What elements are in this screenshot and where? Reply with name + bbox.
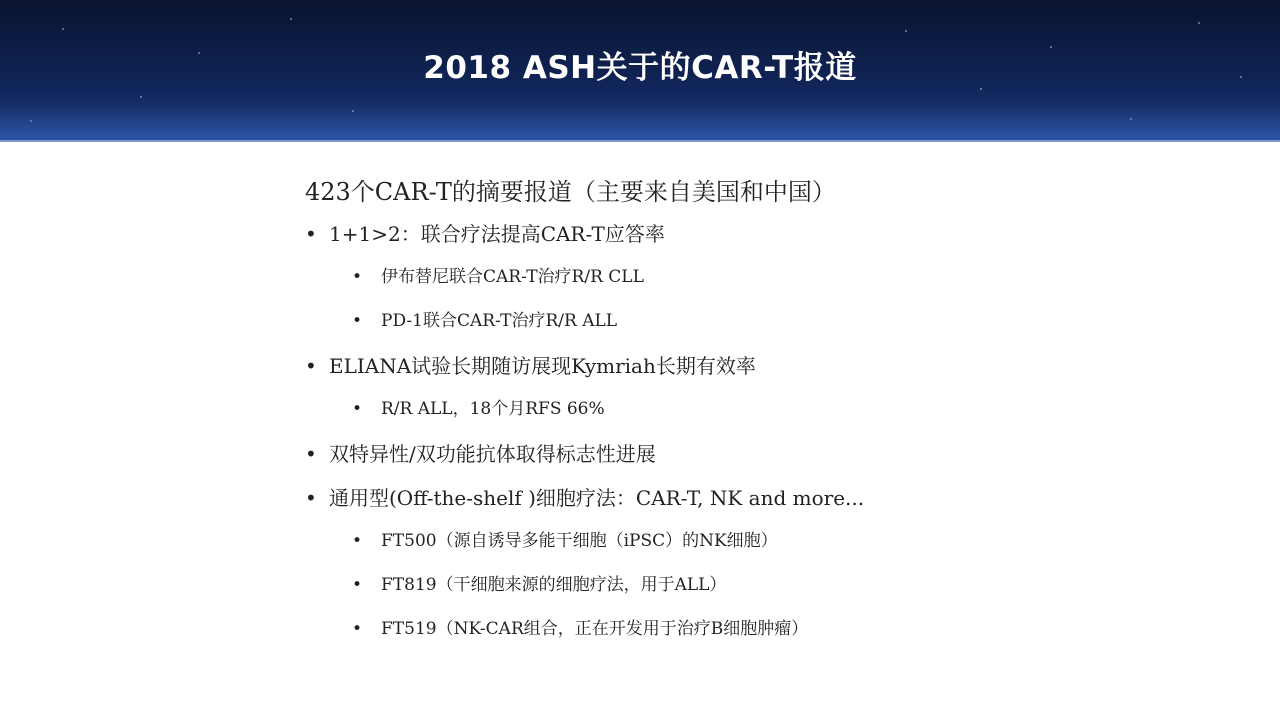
sub-bullet-item xyxy=(305,572,1205,598)
bullet-icon: • xyxy=(352,531,363,551)
bullet-text: ELIANA试验长期随访展现Kymriah长期有效率 xyxy=(329,354,756,378)
sub-bullet-item xyxy=(305,528,1205,554)
bullet-text: 通用型(Off-the-shelf )细胞疗法：CAR-T, NK and more... xyxy=(329,486,865,510)
bullet-icon: • xyxy=(305,486,317,510)
bullet-icon: • xyxy=(352,267,363,287)
bullet-icon: • xyxy=(352,399,363,419)
banner-glow xyxy=(0,102,1280,142)
bullet-icon: • xyxy=(352,311,363,331)
bullet-item xyxy=(305,352,1205,380)
sub-bullet-item xyxy=(305,308,1205,334)
bullet-icon: • xyxy=(352,575,363,595)
bullet-item xyxy=(305,440,1205,468)
sub-bullet-item xyxy=(305,616,1205,642)
sub-bullet-text: FT500（源自诱导多能干细胞（iPSC）的NK细胞） xyxy=(381,531,778,551)
sub-bullet-item xyxy=(305,396,1205,422)
content-heading: 423个CAR-T的摘要报道（主要来自美国和中国） xyxy=(305,178,836,206)
bullet-text: 1+1>2：联合疗法提高CAR-T应答率 xyxy=(329,222,665,246)
banner-edge xyxy=(0,140,1280,142)
bullet-icon: • xyxy=(305,354,317,378)
bullet-icon: • xyxy=(352,619,363,639)
bullet-icon: • xyxy=(305,442,317,466)
sub-bullet-text: PD-1联合CAR-T治疗R/R ALL xyxy=(381,311,618,331)
sub-bullet-text: 伊布替尼联合CAR-T治疗R/R CLL xyxy=(381,267,644,287)
sub-bullet-text: FT819（干细胞来源的细胞疗法，用于ALL） xyxy=(381,575,727,595)
title-banner xyxy=(0,0,1280,142)
sub-bullet-item xyxy=(305,264,1205,290)
slide-content xyxy=(305,170,1205,660)
bullet-icon: • xyxy=(305,222,317,246)
bullet-item xyxy=(305,220,1205,248)
bullet-text: 双特异性/双功能抗体取得标志性进展 xyxy=(329,442,656,466)
bullet-item xyxy=(305,484,1205,512)
slide-title: 2018 ASH关于的CAR-T报道 xyxy=(423,50,857,86)
sub-bullet-text: R/R ALL，18个月RFS 66% xyxy=(381,399,605,419)
sub-bullet-text: FT519（NK-CAR组合，正在开发用于治疗B细胞肿瘤） xyxy=(381,619,809,639)
